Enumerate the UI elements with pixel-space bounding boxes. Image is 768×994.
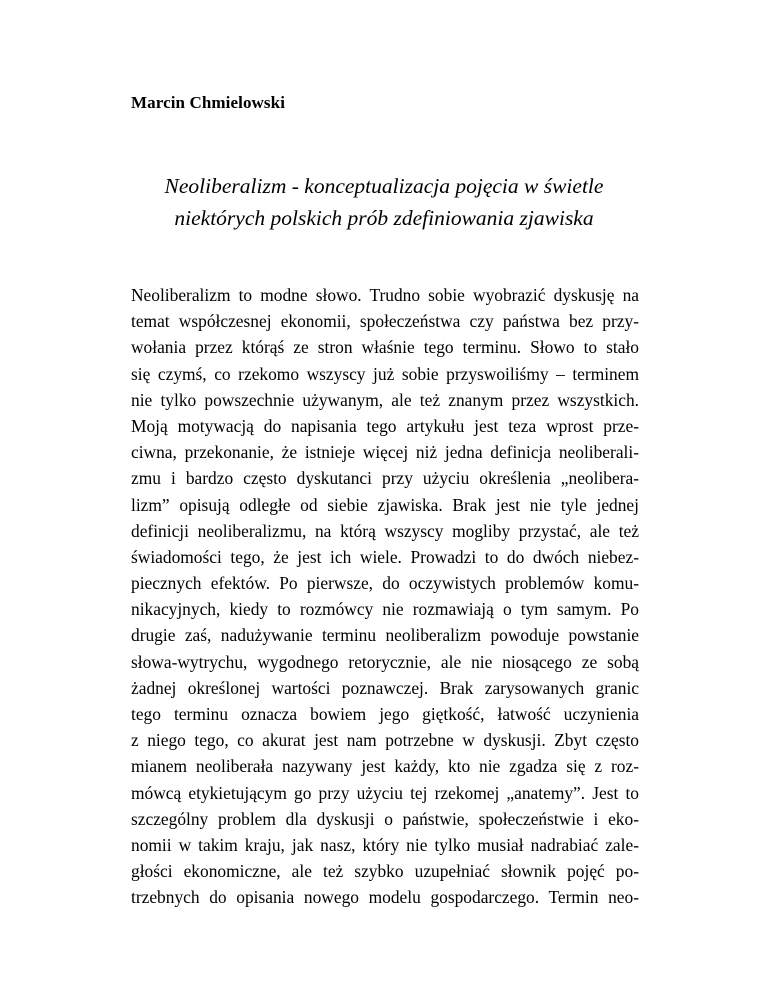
body-line: tego terminu oznacza bowiem jego giętkość, łatwość uczynienia — [131, 704, 639, 724]
author-name: Marcin Chmielowski — [131, 93, 286, 112]
body-line: słowa-wytrychu, wygodnego retorycznie, ale nie niosącego ze sobą — [131, 651, 639, 672]
body-line: temat współczesnej ekonomii, społeczeństwa czy państwa bez przy- — [131, 311, 639, 332]
body-line: nie tylko powszechnie używanym, ale też znanym przez wszystkich. — [131, 389, 639, 410]
article-title — [120, 170, 648, 234]
body-line: nikacyjnych, kiedy to rozmówcy nie rozmawiają o tym samym. Po — [131, 599, 639, 620]
body-line: się czymś, co rzekomo wszyscy już sobie przyswoiliśmy – terminem — [131, 363, 639, 384]
body-line: świadomości tego, że jest ich wiele. Prowadzi to do dwóch niebez- — [131, 546, 639, 567]
body-line: mówcą etykietującym go przy użyciu tej rzekomej „anatemy”. Jest to — [131, 782, 639, 803]
body-line: lizm” opisują odległe od siebie zjawiska. Brak jest nie tyle jednej — [131, 494, 639, 515]
body-line: wołania przez którąś ze stron właśnie tego terminu. Słowo to stało — [131, 337, 639, 358]
body-line: żadnej określonej wartości poznawczej. Brak zarysowanych granic — [131, 677, 639, 698]
body-line: drugie zaś, nadużywanie terminu neoliberalizm powoduje powstanie — [131, 625, 639, 646]
body-line: trzebnych do opisania nowego modelu gospodarczego. Termin neo- — [131, 887, 639, 908]
body-line: mianem neoliberała nazywany jest każdy, kto nie zgadza się z roz- — [131, 756, 639, 777]
body-line: ciwna, przekonanie, że istnieje więcej niż jedna definicja neoliberali- — [131, 442, 639, 463]
body-line: Moją motywacją do napisania tego artykułu jest teza wprost prze- — [131, 415, 639, 436]
body-line: zmu i bardzo często dyskutanci przy użyciu określenia „neolibera- — [131, 468, 639, 489]
body-line: szczególny problem dla dyskusji o państwie, społeczeństwie i eko- — [131, 808, 639, 829]
title-line: niektórych polskich prób zdefiniowania zjawiska — [174, 206, 594, 230]
body-line: głości ekonomiczne, ale też szybko uzupełniać słownik pojęć po- — [131, 861, 639, 882]
title-line: Neoliberalizm - konceptualizacja pojęcia w świetle — [164, 174, 604, 198]
article-body — [131, 282, 639, 911]
body-line: z niego tego, co akurat jest nam potrzebne w dyskusji. Zbyt często — [131, 730, 639, 751]
body-line: Neoliberalizm to modne słowo. Trudno sobie wyobrazić dyskusję na — [131, 285, 639, 305]
body-line: nomii w takim kraju, jak nasz, który nie tylko musiał nadrabiać zale- — [131, 834, 639, 855]
body-line: definicji neoliberalizmu, na którą wszyscy mogliby przystać, ale też — [131, 520, 639, 541]
body-line: piecznych efektów. Po pierwsze, do oczywistych problemów komu- — [131, 573, 639, 594]
